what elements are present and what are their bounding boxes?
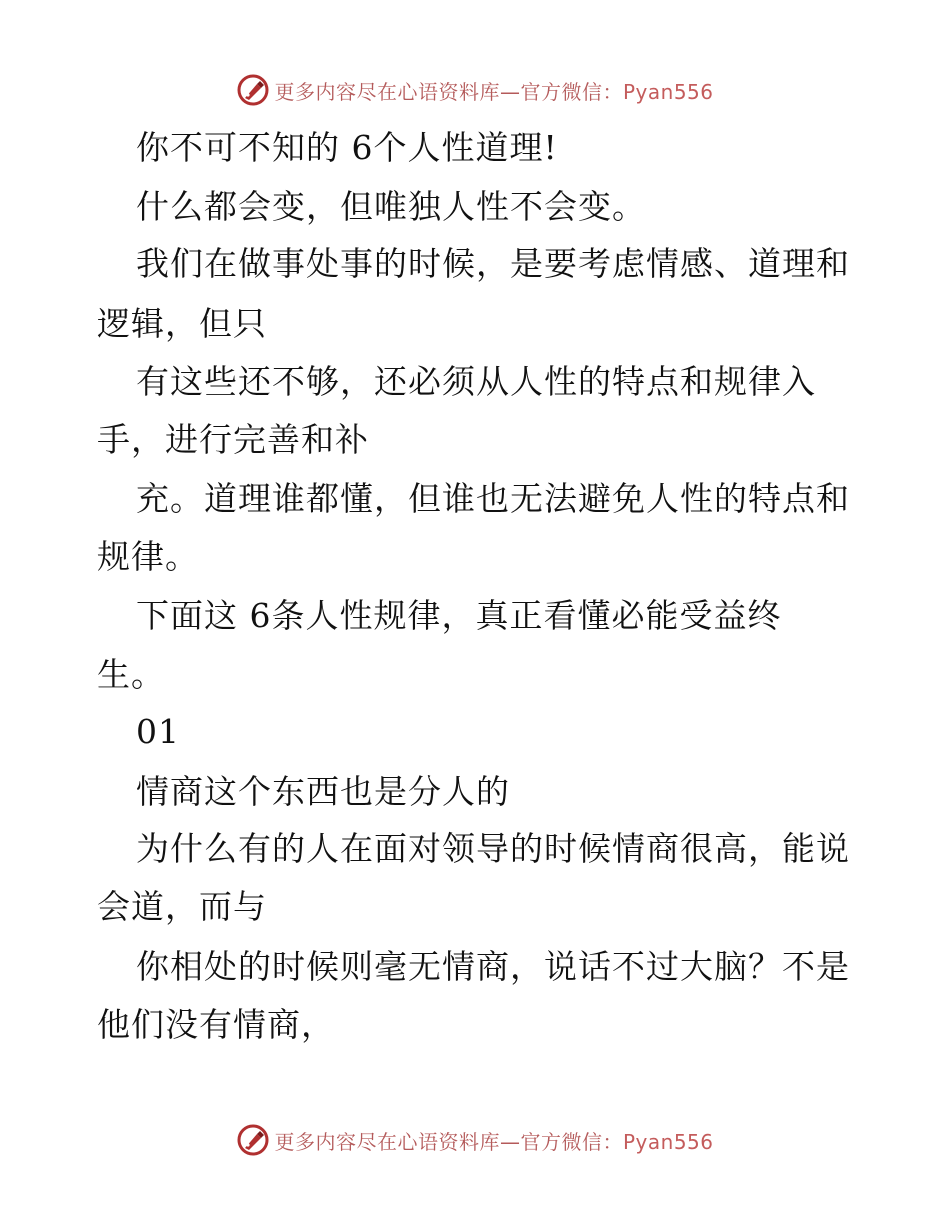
footer-watermark — [0, 1120, 950, 1160]
paragraph-line: 他们没有情商， — [97, 1005, 335, 1044]
watermark-label: 更多内容尽在心语资料库—官方微信： — [274, 79, 623, 104]
pen-nib-icon — [236, 1123, 270, 1157]
paragraph-line: 会道，而与 — [97, 887, 267, 926]
watermark-label: 更多内容尽在心语资料库—官方微信： — [274, 1129, 623, 1154]
section-number: 01 — [136, 712, 180, 751]
paragraph-line: 生。 — [97, 655, 165, 694]
paragraph-line: 什么都会变，但唯独人性不会变。 — [136, 187, 646, 226]
paragraph-line: 有这些还不够，还必须从人性的特点和规律入 — [136, 362, 816, 401]
paragraph-line: 逻辑，但只 — [97, 304, 267, 343]
paragraph-line: 我们在做事处事的时候，是要考虑情感、道理和 — [136, 244, 850, 283]
pen-nib-icon — [236, 73, 270, 107]
watermark-text — [274, 76, 713, 105]
header-watermark — [0, 70, 950, 110]
paragraph-line: 规律。 — [97, 537, 199, 576]
paragraph-line: 下面这 6条人性规律，真正看懂必能受益终 — [136, 596, 782, 635]
watermark-wechat-id: Pyan556 — [622, 79, 714, 104]
paragraph-line: 手，进行完善和补 — [97, 420, 369, 459]
paragraph-line: 你相处的时候则毫无情商，说话不过大脑？不是 — [136, 947, 850, 986]
watermark-wechat-id: Pyan556 — [622, 1129, 714, 1154]
paragraph-line: 为什么有的人在面对领导的时候情商很高，能说 — [136, 829, 850, 868]
paragraph-line: 充。道理谁都懂，但谁也无法避免人性的特点和 — [136, 479, 850, 518]
title-line: 你不可不知的 6个人性道理! — [136, 128, 558, 167]
section-heading: 情商这个东西也是分人的 — [136, 772, 510, 811]
watermark-text — [274, 1126, 713, 1155]
